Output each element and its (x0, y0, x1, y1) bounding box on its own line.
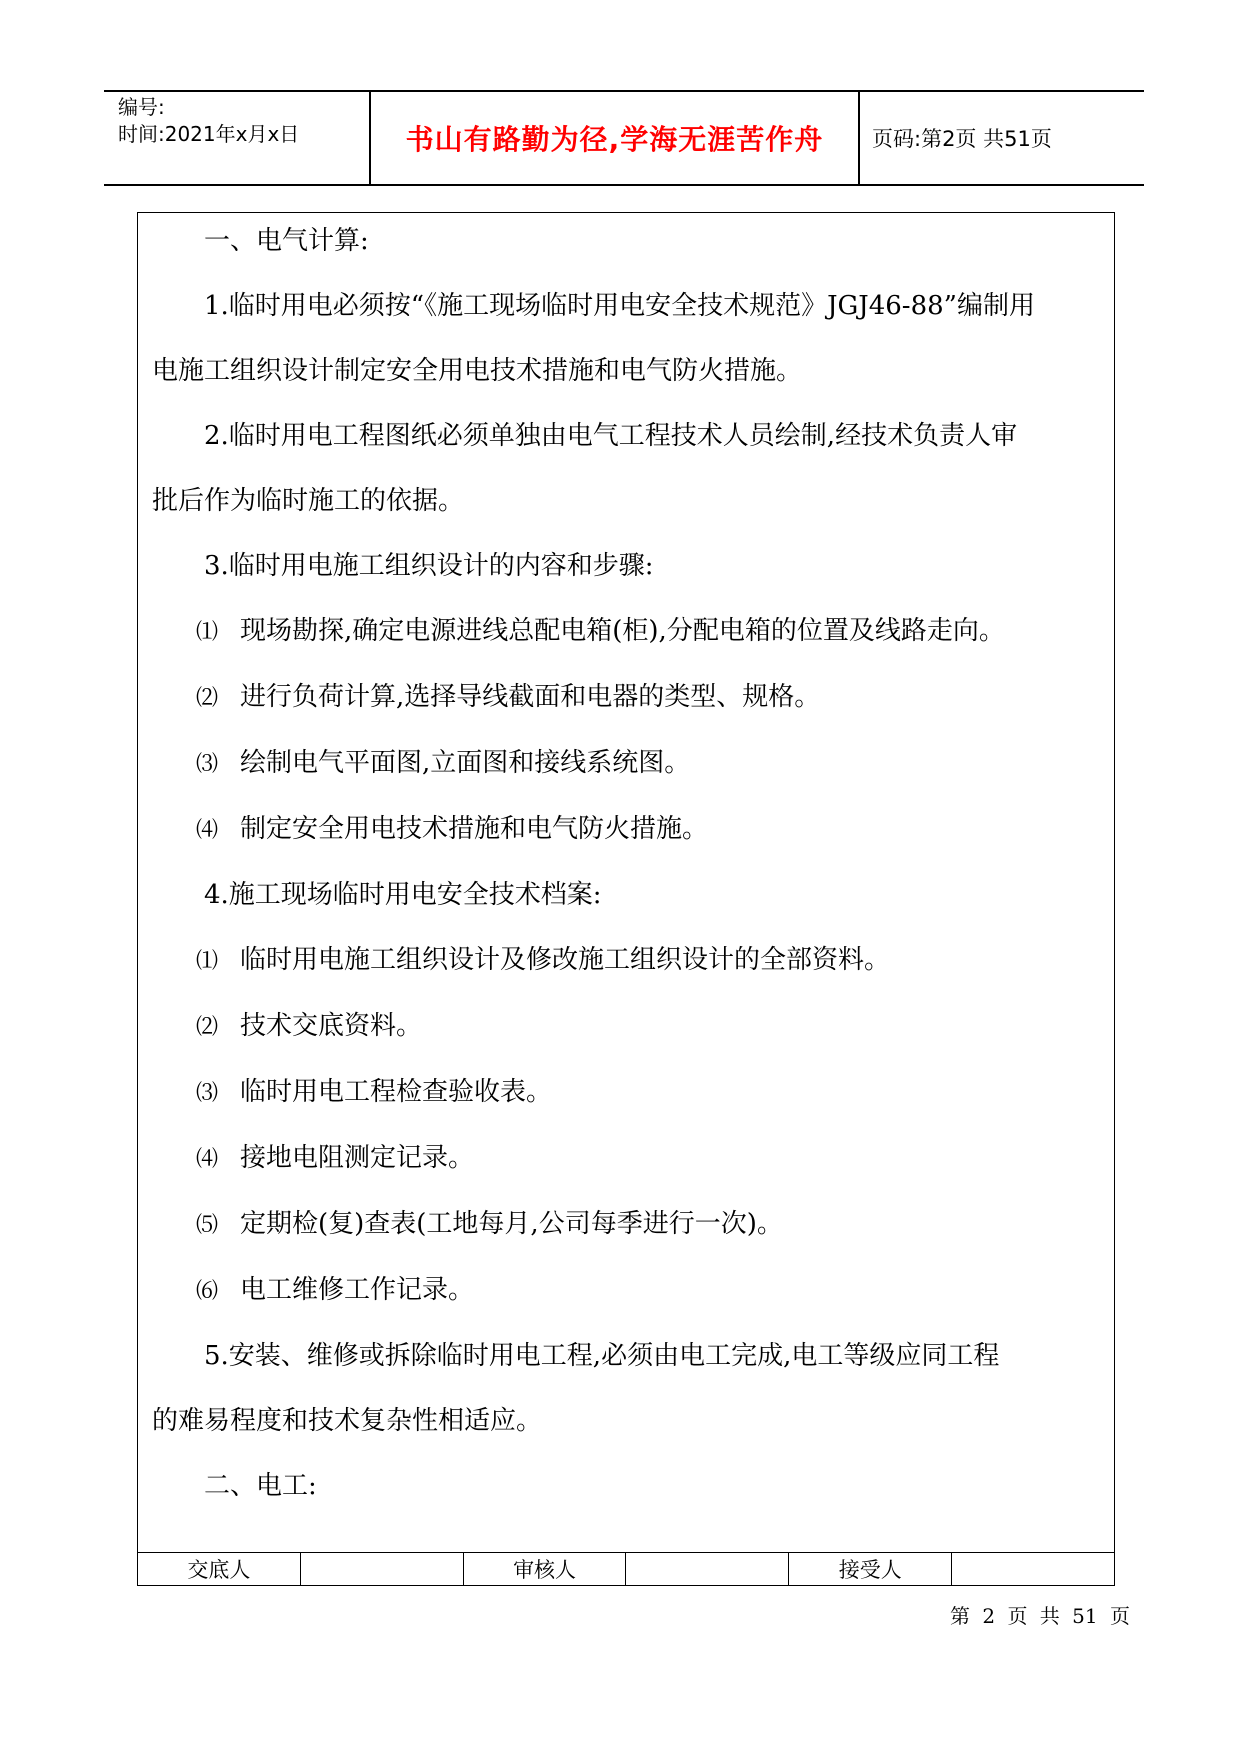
list-item-text: 临时用电施工组织设计及修改施工组织设计的全部资料。 (240, 945, 891, 975)
signature-label-receiver: 接受人 (789, 1553, 952, 1585)
document-time-label: 时间:2021年x月x日 (118, 122, 300, 146)
paragraph (152, 290, 1108, 388)
list-item-mark: ⑶ (196, 752, 219, 777)
signature-field-receiver[interactable] (952, 1553, 1114, 1585)
list-item (152, 615, 1108, 649)
paragraph-line: 1.临时用电必须按“《施工现场临时用电安全技术规范》JGJ46-88”编制用 (204, 291, 1035, 321)
signature-field-handover[interactable] (301, 1553, 464, 1585)
signature-label-handover: 交底人 (138, 1553, 301, 1585)
list-item (152, 1208, 1108, 1242)
list-item-text: 定期检(复)查表(工地每月,公司每季进行一次)。 (240, 1209, 783, 1239)
section-title: 一、电气计算: (204, 226, 369, 256)
list-item-text: 现场勘探,确定电源进线总配电箱(柜),分配电箱的位置及线路走向。 (240, 616, 1005, 646)
list-item (152, 813, 1108, 847)
header-motto: 书山有路勤为径,学海无涯苦作舟 (405, 123, 824, 156)
list-item-mark: ⑹ (196, 1279, 219, 1304)
list-heading: 4.施工现场临时用电安全技术档案: (204, 880, 602, 910)
list-item (152, 1142, 1108, 1176)
list-item (152, 681, 1108, 715)
signature-field-reviewer[interactable] (626, 1553, 789, 1585)
list-item-mark: ⑵ (196, 1015, 219, 1040)
paragraph-line: 批后作为临时施工的依据。 (152, 486, 465, 516)
list-item-mark: ⑷ (196, 1147, 219, 1172)
list-item-text: 制定安全用电技术措施和电气防火措施。 (240, 814, 709, 844)
list-item-text: 绘制电气平面图,立面图和接线系统图。 (240, 748, 691, 778)
list-item (152, 944, 1108, 978)
page-footer: 第 2 页 共 51 页 (950, 1604, 1130, 1628)
paragraph-line: 电施工组织设计制定安全用电技术措施和电气防火措施。 (152, 356, 803, 386)
list-item (152, 747, 1108, 781)
header-divider (858, 92, 860, 184)
list-item-mark: ⑴ (196, 949, 219, 974)
list-item (152, 1076, 1108, 1110)
list-heading: 3.临时用电施工组织设计的内容和步骤: (204, 551, 654, 581)
section-title: 二、电工: (204, 1471, 317, 1501)
list-item (152, 1274, 1108, 1308)
paragraph-line: 5.安装、维修或拆除临时用电工程,必须由电工完成,电工等级应同工程 (204, 1341, 1000, 1371)
header-meta (118, 94, 368, 148)
list-item-text: 临时用电工程检查验收表。 (240, 1077, 553, 1107)
paragraph (152, 420, 1108, 518)
list-item-mark: ⑴ (196, 620, 219, 645)
list-item-mark: ⑷ (196, 818, 219, 843)
content-box (137, 212, 1115, 1586)
document-header (104, 90, 1144, 186)
list-item-text: 技术交底资料。 (240, 1011, 423, 1041)
content-body (152, 225, 1108, 1535)
signature-label-reviewer: 审核人 (464, 1553, 627, 1585)
document-number-label: 编号: (118, 95, 165, 119)
list-item-mark: ⑶ (196, 1081, 219, 1106)
list-item-mark: ⑵ (196, 686, 219, 711)
list-item-text: 接地电阻测定记录。 (240, 1143, 475, 1173)
list-item (152, 1010, 1108, 1044)
paragraph-line: 的难易程度和技术复杂性相适应。 (152, 1406, 543, 1436)
signature-row (138, 1552, 1114, 1585)
list-item-mark: ⑸ (196, 1213, 219, 1238)
paragraph-line: 2.临时用电工程图纸必须单独由电气工程技术人员绘制,经技术负责人审 (204, 421, 1018, 451)
list-item-text: 进行负荷计算,选择导线截面和电器的类型、规格。 (240, 682, 821, 712)
header-page-label: 页码:第2页 共51页 (872, 127, 1052, 151)
list-item-text: 电工维修工作记录。 (240, 1275, 475, 1305)
paragraph (152, 1340, 1108, 1438)
